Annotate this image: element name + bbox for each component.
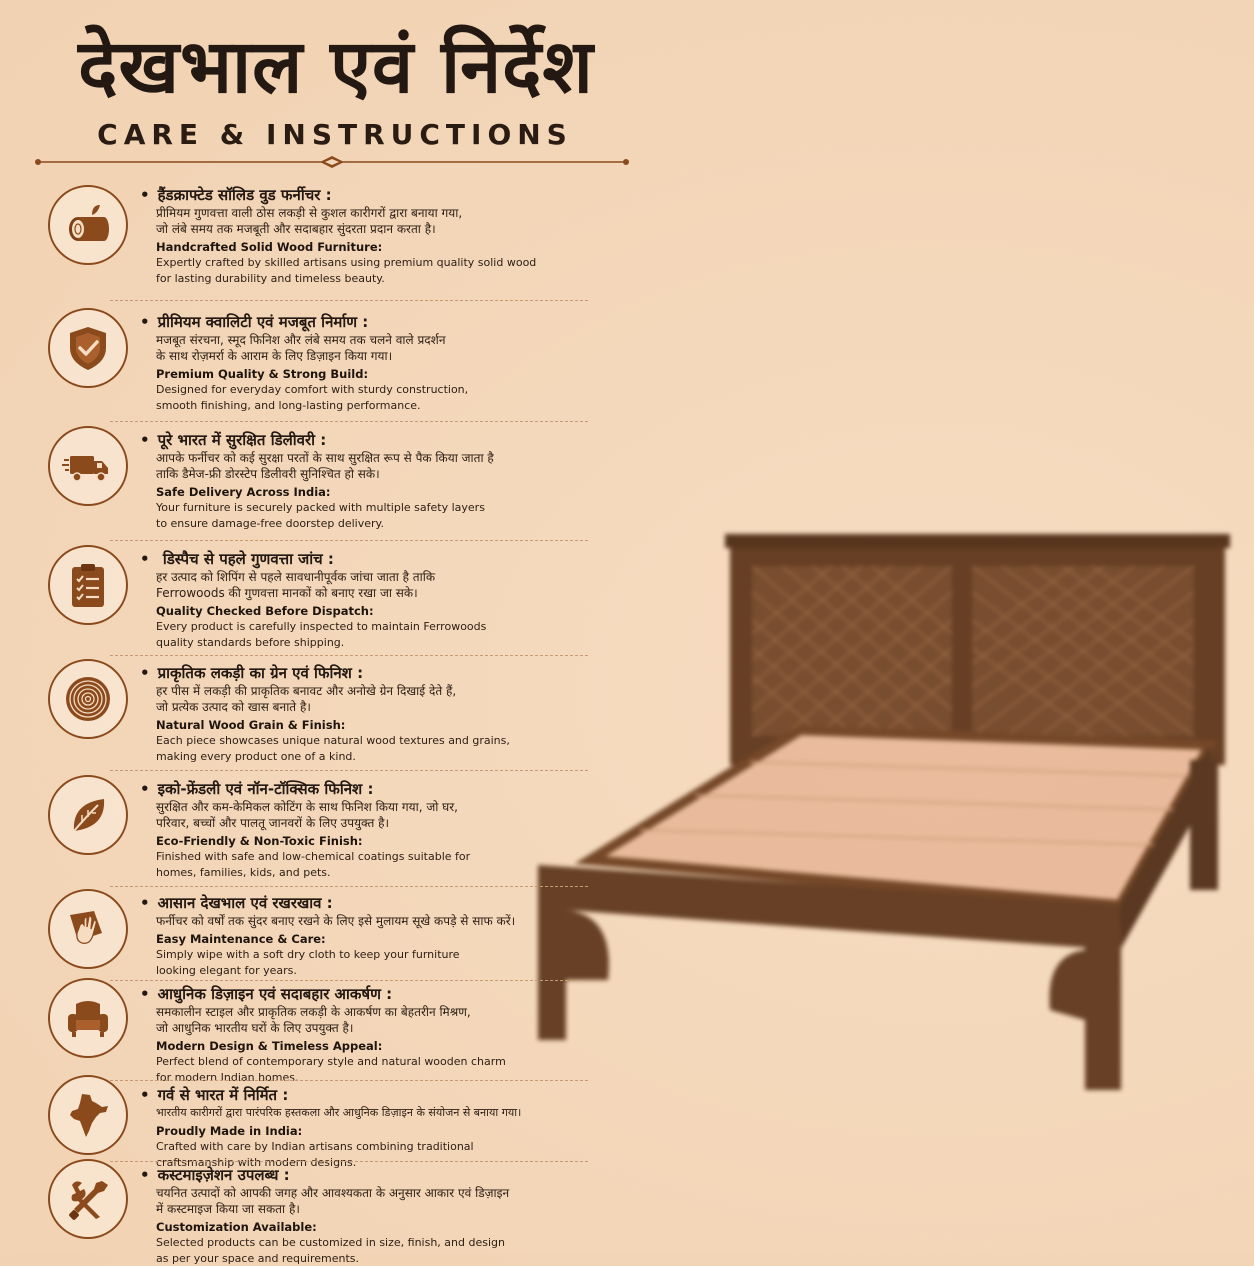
item-desc-hindi: समकालीन स्टाइल और प्राकृतिक लकड़ी के आकर्षण का बेहतरीन मिश्रण,	[140, 1004, 610, 1020]
item-desc-hindi: जो लंबे समय तक मजबूती और सदाबहार सुंदरता प्रदान करता है।	[140, 221, 610, 237]
item-desc-hindi: जो आधुनिक भारतीय घरों के लिए उपयुक्त है।	[140, 1020, 610, 1036]
item-desc-english: smooth finishing, and long-lasting performance.	[140, 398, 610, 414]
item-title-hindi: • पूरे भारत में सुरक्षित डिलीवरी :	[140, 430, 610, 450]
item-desc-hindi: फर्नीचर को वर्षों तक सुंदर बनाए रखने के लिए इसे मुलायम सूखे कपड़े से साफ करें।	[140, 913, 610, 929]
item-desc-hindi: परिवार, बच्चों और पालतू जानवरों के लिए उपयुक्त है।	[140, 815, 610, 831]
clipboard-checklist-icon	[48, 545, 128, 625]
item-title-english: Easy Maintenance & Care:	[140, 931, 610, 947]
item-separator	[110, 980, 588, 981]
item-desc-hindi: में कस्टमाइज किया जा सकता है।	[140, 1201, 610, 1217]
wood-grain-rings-icon	[48, 659, 128, 739]
item-desc-english: Perfect blend of contemporary style and natural wooden charm	[140, 1054, 610, 1070]
page-title-hindi: देखभाल एवं निर्देश	[0, 18, 660, 116]
item-desc-hindi: Ferrowoods की गुणवत्ता मानकों को बनाए रखा जा सके।	[140, 585, 610, 601]
item-separator	[110, 300, 588, 301]
item-title-english: Modern Design & Timeless Appeal:	[140, 1038, 610, 1054]
page-title-english: CARE & INSTRUCTIONS	[0, 118, 660, 151]
item-desc-hindi: जो प्रत्येक उत्पाद को खास बनाते है।	[140, 699, 610, 715]
item-title-hindi: • प्रीमियम क्वालिटी एवं मजबूत निर्माण :	[140, 312, 610, 332]
item-title-hindi: • डिस्पैच से पहले गुणवत्ता जांच :	[140, 549, 610, 569]
item-title-english: Safe Delivery Across India:	[140, 484, 610, 500]
armchair-icon	[48, 978, 128, 1058]
item-desc-hindi: मजबूत संरचना, स्मूद फिनिश और लंबे समय तक चलने वाले प्रदर्शन	[140, 332, 610, 348]
item-title-english: Customization Available:	[140, 1219, 610, 1235]
item-title-english: Natural Wood Grain & Finish:	[140, 717, 610, 733]
item-separator	[110, 1161, 588, 1162]
item-desc-english: Simply wipe with a soft dry cloth to keep your furniture	[140, 947, 610, 963]
item-desc-hindi: सुरक्षित और कम-केमिकल कोटिंग के साथ फिनिश किया गया, जो घर,	[140, 799, 610, 815]
wood-log-icon	[48, 185, 128, 265]
item-title-hindi: • हैंडक्राफ्टेड सॉलिड वुड फर्नीचर :	[140, 185, 610, 205]
item-title-hindi: • कस्टमाइज़ेशन उपलब्ध :	[140, 1165, 610, 1185]
item-separator	[110, 540, 588, 541]
item-desc-english: for lasting durability and timeless beauty.	[140, 271, 610, 287]
item-desc-english: Crafted with care by Indian artisans combining traditional	[140, 1139, 610, 1155]
item-title-english: Proudly Made in India:	[140, 1123, 610, 1139]
item-desc-hindi: ताकि डैमेज-फ्री डोरस्टेप डिलीवरी सुनिश्चित हो सके।	[140, 466, 610, 482]
item-desc-english: looking elegant for years.	[140, 963, 610, 979]
item-title-hindi: • आधुनिक डिज़ाइन एवं सदाबहार आकर्षण :	[140, 984, 610, 1004]
item-desc-english: Your furniture is securely packed with multiple safety layers	[140, 500, 610, 516]
item-desc-english: Designed for everyday comfort with sturdy construction,	[140, 382, 610, 398]
item-desc-hindi: प्रीमियम गुणवत्ता वाली ठोस लकड़ी से कुशल कारीगरों द्वारा बनाया गया,	[140, 205, 610, 221]
item-desc-hindi: आपके फर्नीचर को कई सुरक्षा परतों के साथ सुरक्षित रूप से पैक किया जाता है	[140, 450, 610, 466]
item-desc-english: Finished with safe and low-chemical coatings suitable for	[140, 849, 610, 865]
tools-wrench-screwdriver-icon	[48, 1159, 128, 1239]
delivery-truck-icon	[48, 426, 128, 506]
leaf-icon	[48, 775, 128, 855]
item-title-hindi: • गर्व से भारत में निर्मित :	[140, 1085, 610, 1105]
cleaning-cloth-hand-icon	[48, 889, 128, 969]
item-desc-english: Expertly crafted by skilled artisans using premium quality solid wood	[140, 255, 610, 271]
item-desc-english: making every product one of a kind.	[140, 749, 610, 765]
item-title-english: Eco-Friendly & Non-Toxic Finish:	[140, 833, 610, 849]
item-separator	[110, 1080, 588, 1081]
item-desc-hindi: चयनित उत्पादों को आपकी जगह और आवश्यकता के अनुसार आकार एवं डिज़ाइन	[140, 1185, 610, 1201]
item-desc-hindi: के साथ रोज़मर्रा के आराम के लिए डिज़ाइन किया गया।	[140, 348, 610, 364]
shield-check-icon	[48, 308, 128, 388]
item-desc-english: as per your space and requirements.	[140, 1251, 610, 1266]
india-map-icon	[48, 1075, 128, 1155]
item-desc-english: homes, families, kids, and pets.	[140, 865, 610, 881]
item-title-hindi: • इको-फ्रेंडली एवं नॉन-टॉक्सिक फिनिश :	[140, 779, 610, 799]
item-desc-hindi: हर पीस में लकड़ी की प्राकृतिक बनावट और अनोखे ग्रेन दिखाई देते हैं,	[140, 683, 610, 699]
item-desc-english: to ensure damage-free doorstep delivery.	[140, 516, 610, 532]
item-separator	[110, 770, 588, 771]
item-separator	[110, 421, 588, 422]
item-desc-english: Every product is carefully inspected to maintain Ferrowoods	[140, 619, 610, 635]
item-title-english: Premium Quality & Strong Build:	[140, 366, 610, 382]
item-desc-english: Each piece showcases unique natural wood textures and grains,	[140, 733, 610, 749]
item-desc-hindi: भारतीय कारीगरों द्वारा पारंपरिक हस्तकला और आधुनिक डिज़ाइन के संयोजन से बनाया गया।	[140, 1105, 610, 1121]
item-separator	[110, 886, 588, 887]
item-title-hindi: • आसान देखभाल एवं रखरखाव :	[140, 893, 610, 913]
item-desc-english: craftsmanship with modern designs.	[140, 1155, 610, 1171]
item-title-english: Handcrafted Solid Wood Furniture:	[140, 239, 610, 255]
item-desc-hindi: हर उत्पाद को शिपिंग से पहले सावधानीपूर्वक जांचा जाता है ताकि	[140, 569, 610, 585]
item-desc-english: Selected products can be customized in size, finish, and design	[140, 1235, 610, 1251]
item-separator	[110, 655, 588, 656]
item-desc-english: quality standards before shipping.	[140, 635, 610, 651]
item-title-english: Quality Checked Before Dispatch:	[140, 603, 610, 619]
item-title-hindi: • प्राकृतिक लकड़ी का ग्रेन एवं फिनिश :	[140, 663, 610, 683]
item-desc-english: for modern Indian homes.	[140, 1070, 610, 1086]
